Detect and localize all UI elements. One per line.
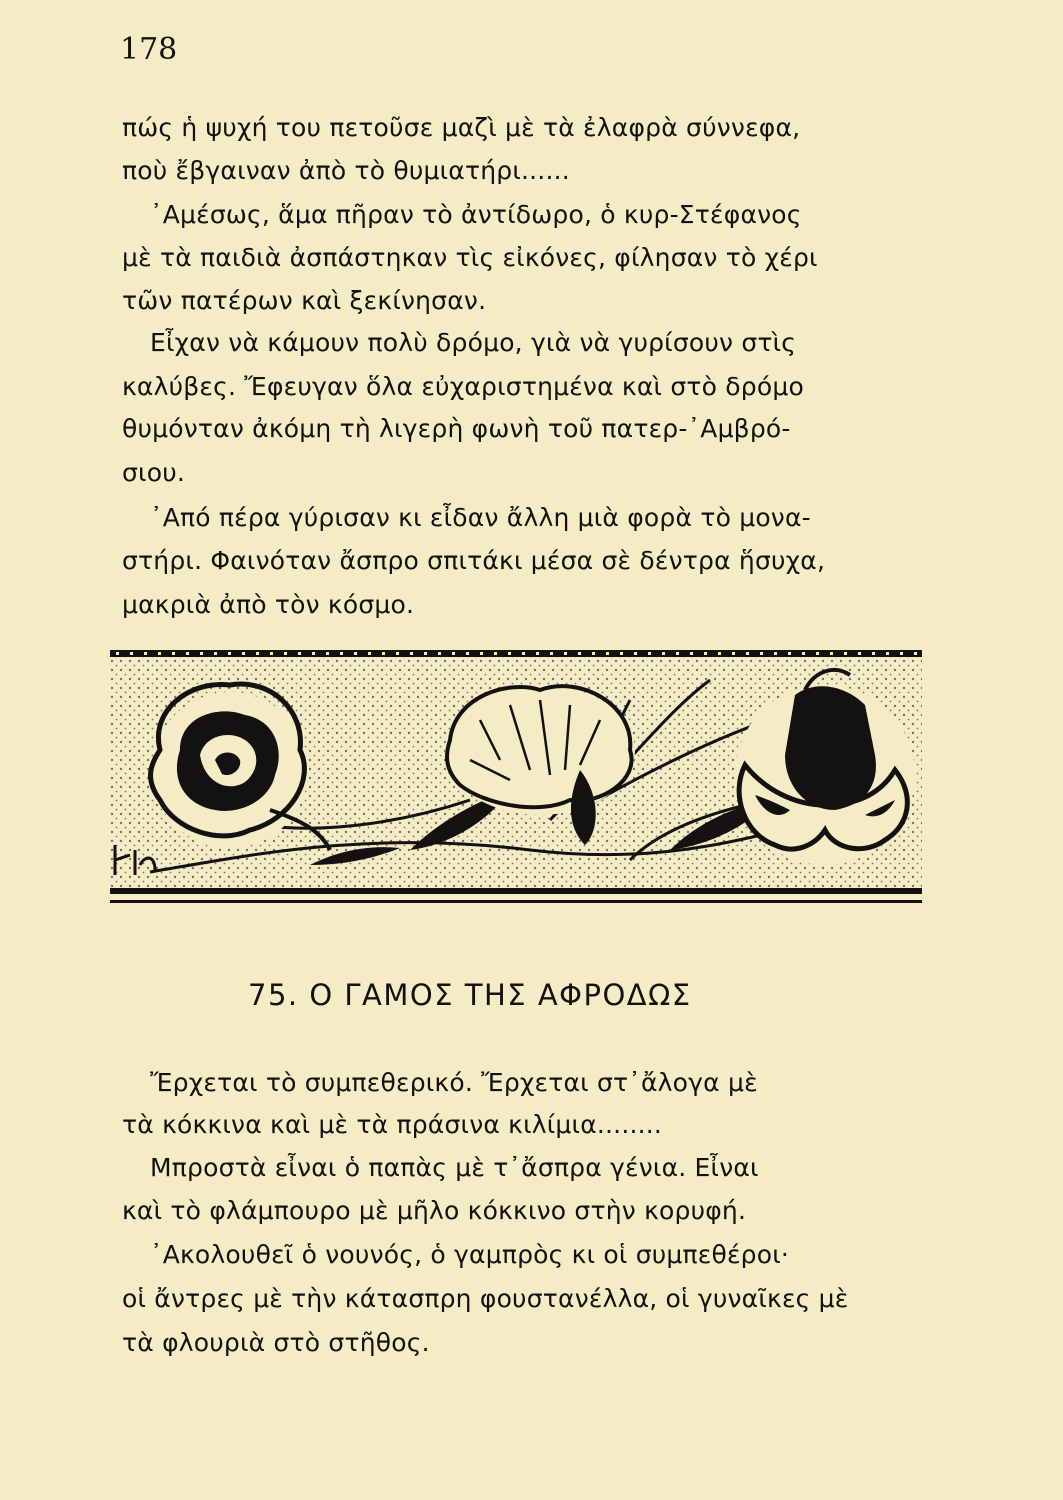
- section-heading: 75. Ο ΓΑΜΟΣ ΤΗΣ ΑΦΡΟΔΩΣ: [248, 978, 692, 1012]
- text-line: πώς ἡ ψυχή του πετοῦσε μαζὶ μὲ τὰ ἐλαφρὰ σύννεφα,: [122, 113, 801, 142]
- text-line: καλύβες. Ἔφευγαν ὅλα εὐχαριστημένα καὶ στὸ δρόμο: [122, 372, 804, 401]
- top-border: [110, 650, 922, 657]
- page-number: 178: [120, 32, 178, 67]
- text-line: ᾽Ακολουθεῖ ὁ νουνός, ὁ γαμπρὸς κι οἱ συμπεθέροι·: [150, 1240, 790, 1269]
- text-line: καὶ τὸ φλάμπουρο μὲ μῆλο κόκκινο στὴν κορυφή.: [122, 1196, 747, 1225]
- text-line: ᾽Από πέρα γύρισαν κι εἶδαν ἄλλη μιὰ φορὰ τὸ μονα-: [150, 503, 811, 532]
- text-line: Μπροστὰ εἶναι ὁ παπὰς μὲ τ᾽ἄσπρα γένια. Εἶναι: [150, 1153, 759, 1182]
- text-line: μὲ τὰ παιδιὰ ἀσπάστηκαν τὶς εἰκόνες, φίλησαν τὸ χέρι: [122, 243, 818, 272]
- text-line: ᾽Αμέσως, ἅμα πῆραν τὸ ἀντίδωρο, ὁ κυρ-Στέφανος: [150, 200, 802, 229]
- bottom-border: [110, 888, 922, 894]
- text-line: Εἶχαν νὰ κάμουν πολὺ δρόμο, γιὰ νὰ γυρίσουν στὶς: [150, 328, 797, 357]
- text-line: οἱ ἄντρες μὲ τὴν κάτασπρη φουστανέλλα, οἱ γυναῖκες μὲ: [122, 1284, 849, 1313]
- text-line: θυμόνταν ἀκόμη τὴ λιγερὴ φωνὴ τοῦ πατερ-᾽Αμβρό-: [122, 414, 791, 443]
- text-line: σιου.: [122, 458, 186, 487]
- floral-ornament: [110, 650, 922, 908]
- text-line: Ἔρχεται τὸ συμπεθερικό. Ἔρχεται στ᾽ἄλογα μὲ: [150, 1068, 758, 1097]
- text-line: στήρι. Φαινόταν ἄσπρο σπιτάκι μέσα σὲ δέντρα ἥσυχα,: [122, 546, 826, 575]
- text-line: τὰ κόκκινα καὶ μὲ τὰ πράσινα κιλίμια........: [122, 1110, 663, 1139]
- text-line: τῶν πατέρων καὶ ξεκίνησαν.: [122, 286, 487, 315]
- text-line: μακριὰ ἀπὸ τὸν κόσμο.: [122, 590, 415, 619]
- text-line: ποὺ ἔβγαιναν ἀπὸ τὸ θυμιατήρι......: [122, 156, 570, 185]
- text-line: τὰ φλουριὰ στὸ στῆθος.: [122, 1328, 430, 1357]
